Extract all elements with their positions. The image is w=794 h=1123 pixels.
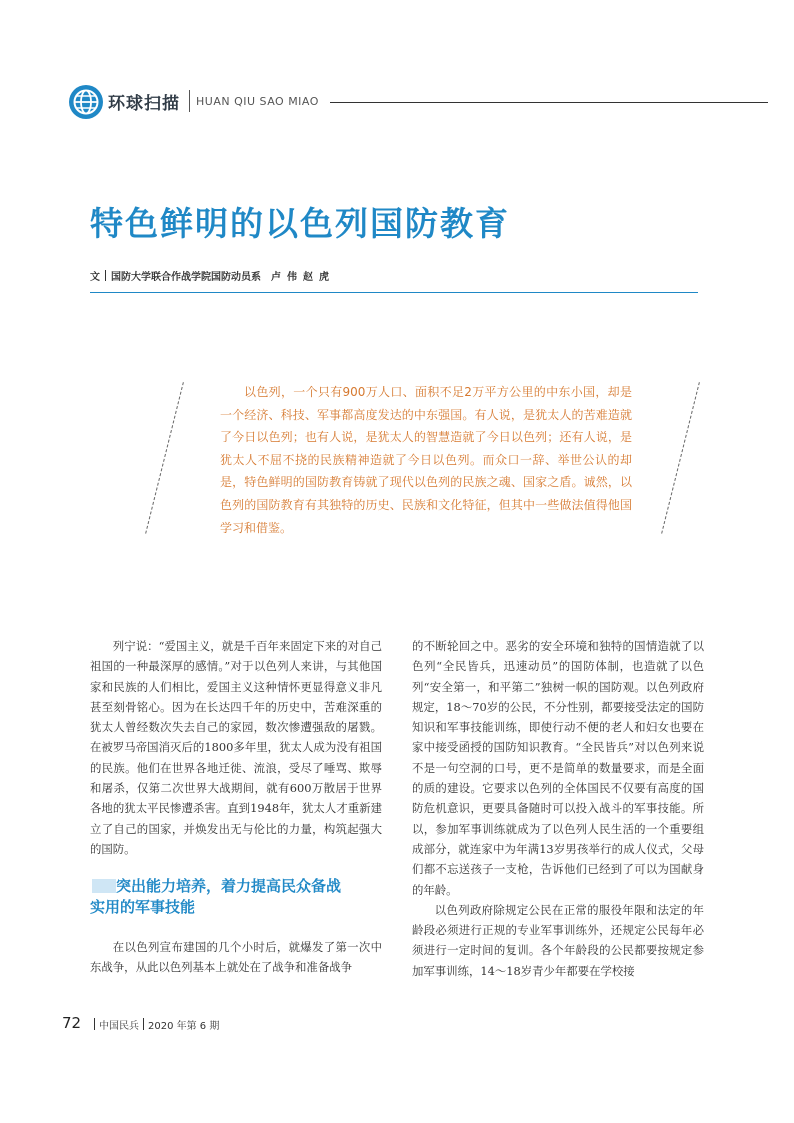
section-subheading [90,876,386,918]
subheading-line-1: 突出能力培养，着力提高民众备战 [116,877,342,895]
body-paragraph: 列宁说：“爱国主义，就是千百年来固定下来的对自己祖国的一种最深厚的感情。”对于以色列人来讲，与其他国家和民族的人们相比，爱国主义这种情怀更显得意义非凡甚至刻骨铭心。因为在长达四千年的历史中，苦难深重的犹太人曾经数次失去自己的家园，数次惨遭强敌的屠戮。在被罗马帝国消灭后的1800多年里，犹太人成为没有祖国的民族。他们在世界各地迁徙、流浪，受尽了唾骂、欺辱和屠杀，仅第二次世界大战期间，就有600万散居于世界各地的犹太平民惨遭杀害。直到1948年，犹太人才重新建立了自己的国家，并焕发出无与伦比的力量，构筑起强大的国防。 [90,639,382,856]
abstract-text: 以色列，一个只有900万人口、面积不足2万平方公里的中东小国，却是一个经济、科技、军事都高度发达的中东强国。有人说，是犹太人的苦难造就了今日以色列；也有人说，是犹太人的智慧造就了今日以色列；还有人说，是犹太人不屈不挠的民族精神造就了今日以色列。而众口一辞、举世公认的却是，特色鲜明的国防教育铸就了现代以色列的民族之魂、国家之盾。诚然，以色列的国防教育有其独特的历史、民族和文化特征，但其中一些做法值得他国学习和借鉴。 [220,385,632,535]
globe-logo-icon [68,84,104,120]
byline-authors: 卢伟赵虎 [271,272,335,283]
section-title: 环球扫描 [108,94,180,114]
page-number: 72 [62,1014,82,1032]
byline [90,268,335,283]
byline-divider [105,270,106,281]
subheading-line-2: 实用的军事技能 [90,898,196,916]
byline-rule [90,292,698,293]
abstract-bracket-left [145,382,185,534]
footer-divider [94,1018,95,1030]
section-title-pinyin: HUAN QIU SAO MIAO [196,95,319,108]
issue-label: 2020 年第 6 期 [148,1021,220,1032]
section-divider [189,90,190,112]
body-column-left-continued [90,937,382,978]
body-paragraph: 在以色列宣布建国的几个小时后，就爆发了第一次中东战争，从此以色列基本上就处在了战争和准备战争 [90,940,382,975]
byline-affiliation: 国防大学联合作战学院国防动员系 [111,272,261,283]
magazine-name: 中国民兵 [99,1021,139,1032]
abstract-bracket-right [661,382,701,534]
body-paragraph-continued: 的不断轮回之中。恶劣的安全环境和独特的国情造就了以色列“全民皆兵，迅速动员”的国防体制，也造就了以色列“安全第一，和平第二”独树一帜的国防观。以色列政府规定，18～70岁的公民，不分性别，都要接受法定的国防知识和军事技能训练，即使行动不便的老人和妇女也要在家中接受函授的国防知识教育。“全民皆兵”对以色列来说不是一句空洞的口号，更不是简单的数量要求，而是全面的质的建设。它要求以色列的全体国民不仅要有高度的国防危机意识，更要具备随时可以投入战斗的军事技能。所以，参加军事训练就成为了以色列人民生活的一个重要组成部分，就连家中为年满13岁男孩举行的成人仪式，父母们都不忘送孩子一支枪，告诉他们已经到了可以为国献身的年龄。 [412,639,704,897]
footer-divider [143,1018,144,1030]
body-column-left [90,636,382,859]
article-title: 特色鲜明的以色列国防教育 [90,204,510,243]
header-rule [330,102,768,103]
byline-prefix: 文 [90,272,100,283]
footer-info [90,1017,219,1032]
body-column-right [412,636,704,981]
article-abstract [220,381,632,539]
body-paragraph: 以色列政府除规定公民在正常的服役年限和法定的年龄段必须进行正规的专业军事训练外，还规定公民每年必须进行一定时间的复训。各个年龄段的公民都要按规定参加军事训练，14～18岁青少年都要在学校接 [412,902,704,978]
